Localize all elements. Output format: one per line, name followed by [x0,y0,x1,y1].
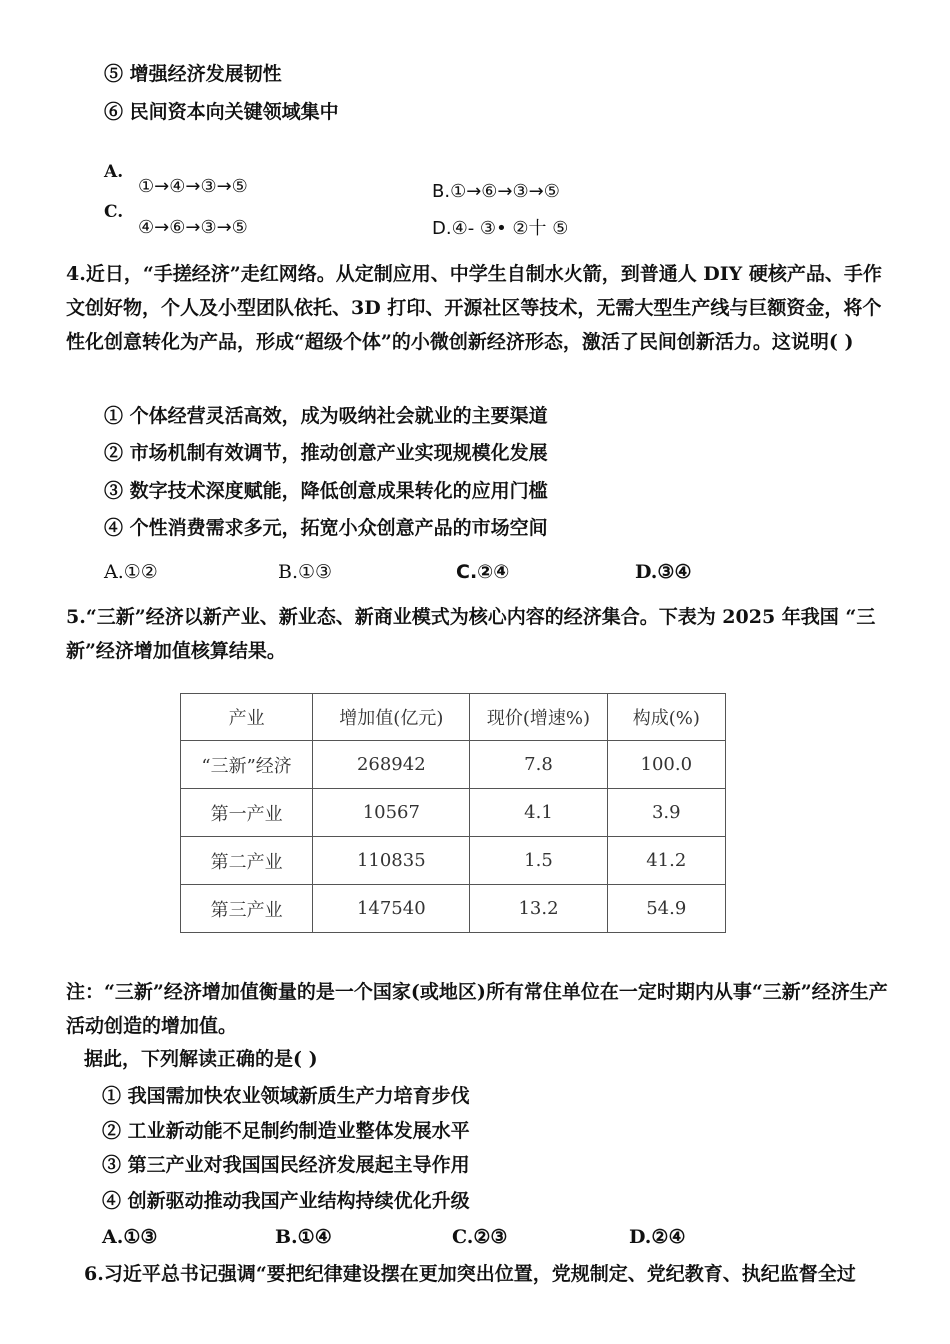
table-cell: 147540 [313,885,470,933]
q4-option-c: C.②④ [456,561,510,583]
q5-option-c: C.②③ [452,1226,508,1248]
q4-stem: 4.近日，“手搓经济”走红网络。从定制应用、中学生自制水火箭，到普通人 DIY 硬核产品、手作文创好物，个人及小型团队依托、3D 打印、开源社区等技术，无需大型生产线与巨额资金，将个性化创意转化为产品，形成“超级个体”的小微创新经济形态，激活了民间创新活力。这说明( ) [66,263,882,353]
q5-note: 注：“三新”经济增加值衡量的是一个国家(或地区)所有常住单位在一定时期内从事“三新”经济生产活动创造的增加值。 [66,981,888,1037]
q3-option-a-chain: ①→④→③→⑤ [138,176,248,197]
q3-item-6: ⑥ 民间资本向关键领域集中 [104,101,339,123]
q5-item-1: ① 我国需加快农业领域新质生产力培育步伐 [102,1085,470,1107]
q4-item-1: ① 个体经营灵活高效，成为吸纳社会就业的主要渠道 [104,405,548,427]
table-header-row [181,694,726,741]
table-header-cell: 增加值(亿元) [313,694,470,741]
table-cell: 第三产业 [181,885,313,933]
table-row [181,789,726,837]
table-cell: 第二产业 [181,837,313,885]
table-cell: 110835 [313,837,470,885]
table-cell: 第一产业 [181,789,313,837]
q6-stem: 6.习近平总书记强调“要把纪律建设摆在更加突出位置，党规制定、党纪教育、执纪监督全过 [84,1263,856,1285]
q4-item-4: ④ 个性消费需求多元，拓宽小众创意产品的市场空间 [104,517,548,539]
table-header-cell: 现价(增速%) [470,694,607,741]
table-row [181,741,726,789]
q4-option-b: B.①③ [278,561,333,583]
table-row [181,837,726,885]
table-cell: 10567 [313,789,470,837]
q5-option-d: D.②④ [629,1226,686,1248]
q5-stem: 5.“三新”经济以新产业、新业态、新商业模式为核心内容的经济集合。下表为 2025 年我国 “三新”经济增加值核算结果。 [66,606,876,662]
q5-item-4: ④ 创新驱动推动我国产业结构持续优化升级 [102,1190,470,1212]
table-row [181,885,726,933]
q5-option-b: B.①④ [275,1226,332,1248]
q4-item-2: ② 市场机制有效调节，推动创意产业实现规模化发展 [104,442,548,464]
q4-item-3: ③ 数字技术深度赋能，降低创意成果转化的应用门槛 [104,480,548,502]
q4-option-a: A.①② [104,561,158,583]
table-cell: 41.2 [607,837,725,885]
table-cell: 13.2 [470,885,607,933]
q3-option-c-chain: ④→⑥→③→⑤ [138,217,248,238]
table-cell: 3.9 [607,789,725,837]
q3-option-a-label: A. [104,162,124,182]
q3-option-d: D.④- ③• ②十 ⑤ [432,218,569,239]
table-header-cell: 产业 [181,694,313,741]
table-cell: 268942 [313,741,470,789]
table-cell: “三新”经济 [181,741,313,789]
table-cell: 1.5 [470,837,607,885]
table-cell: 4.1 [470,789,607,837]
q4-option-d: D.③④ [635,561,692,583]
q3-option-b: B.①→⑥→③→⑤ [432,181,560,202]
table-cell: 100.0 [607,741,725,789]
table-cell: 54.9 [607,885,725,933]
q5-question: 据此，下列解读正确的是( ) [84,1048,318,1070]
table-header-cell: 构成(%) [607,694,725,741]
q5-data-table [180,693,726,933]
q3-option-c-label: C. [104,202,124,222]
q5-item-2: ② 工业新动能不足制约制造业整体发展水平 [102,1120,470,1142]
q3-item-5: ⑤ 增强经济发展韧性 [104,63,282,85]
q5-item-3: ③ 第三产业对我国国民经济发展起主导作用 [102,1154,470,1176]
table-cell: 7.8 [470,741,607,789]
q5-option-a: A.①③ [102,1226,158,1248]
